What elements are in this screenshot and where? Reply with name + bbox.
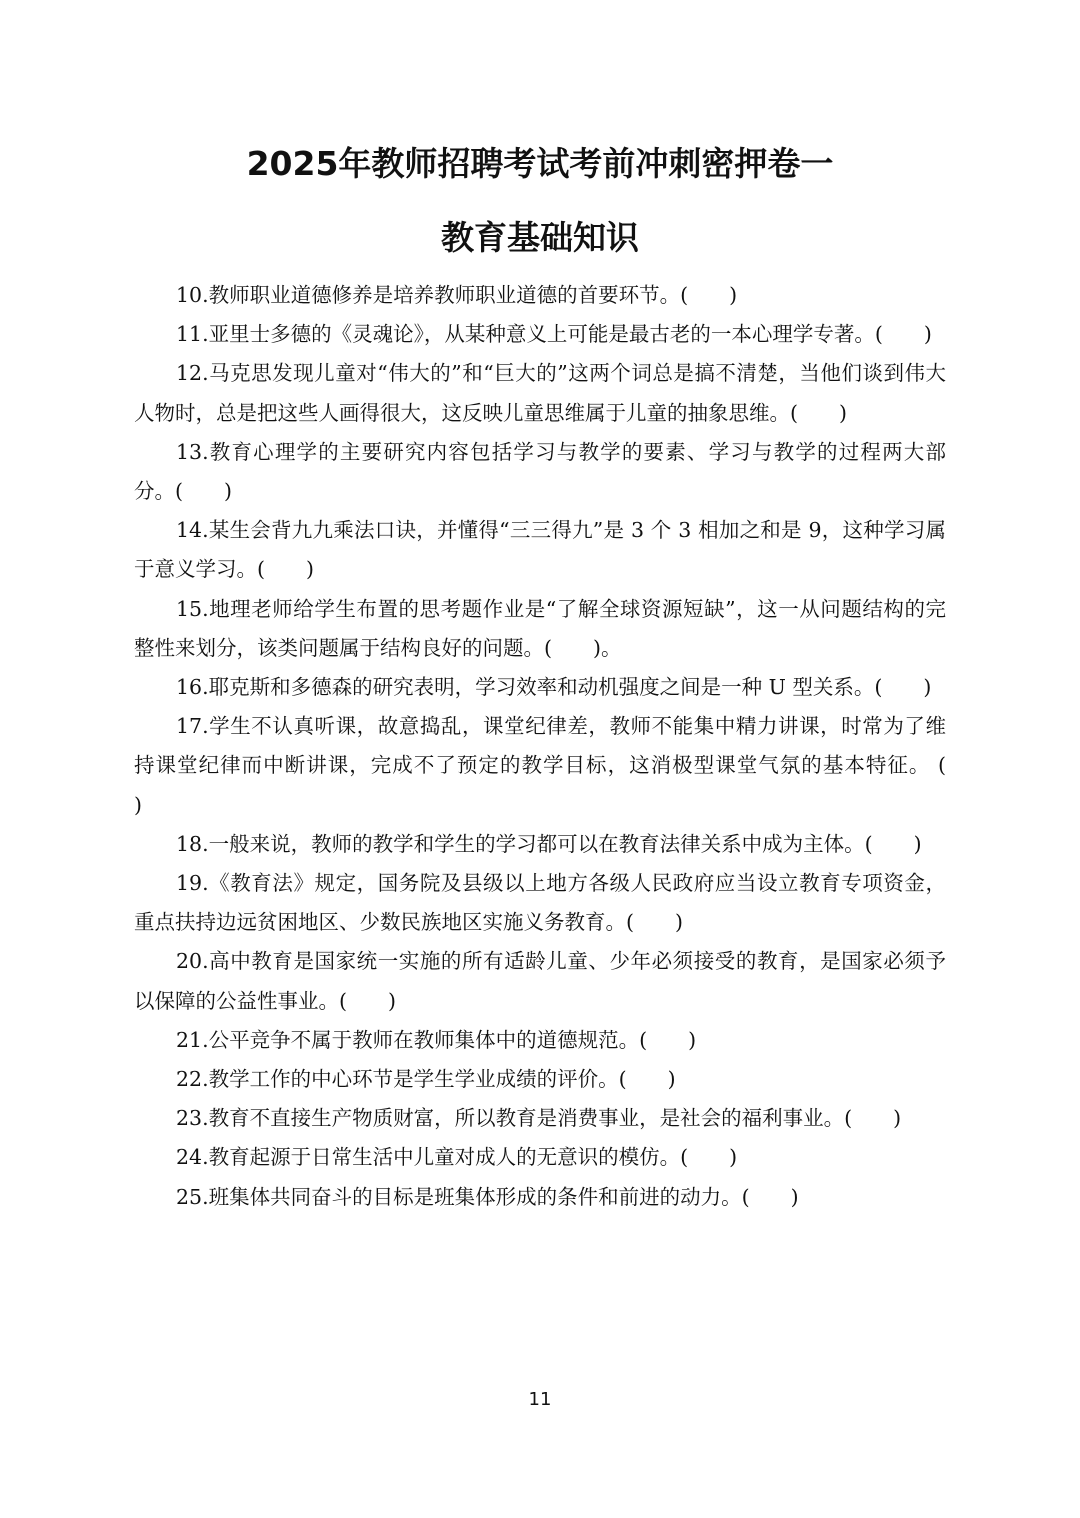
question-item: 24.教育起源于日常生活中儿童对成人的无意识的模仿。( ) (176, 1145, 738, 1170)
question-item: 20.高中教育是国家统一实施的所有适龄儿童、少年必须接受的教育，是国家必须予以保障的公益性事业。( ) (134, 949, 946, 1013)
question-list (134, 276, 987, 1217)
question-item: 14.某生会背九九乘法口诀，并懂得“三三得九”是 3 个 3 相加之和是 9，这种学习属于意义学习。( ) (134, 518, 946, 582)
question-item: 13.教育心理学的主要研究内容包括学习与教学的要素、学习与教学的过程两大部分。( ) (134, 439, 946, 504)
question-item: 10.教师职业道德修养是培养教师职业道德的首要环节。( ) (176, 283, 738, 307)
question-item: 15.地理老师给学生布置的思考题作业是“了解全球资源短缺”，这一从问题结构的完整性来划分，该类问题属于结构良好的问题。( )。 (134, 596, 946, 660)
question-item: 21.公平竞争不属于教师在教师集体中的道德规范。( ) (176, 1027, 697, 1052)
question-item: 25.班集体共同奋斗的目标是班集体形成的条件和前进的动力。( ) (176, 1184, 799, 1209)
page-subtitle: 教育基础知识 (441, 218, 639, 257)
question-item: 17.学生不认真听课，故意捣乱，课堂纪律差，教师不能集中精力讲课，时常为了维持课堂纪律而中断讲课，完成不了预定的教学目标，这消极型课堂气氛的基本特征。 ( ) (134, 714, 987, 817)
page-number: 11 (528, 1389, 552, 1410)
question-item: 18.一般来说，教师的教学和学生的学习都可以在教育法律关系中成为主体。( ) (176, 831, 922, 856)
page-title: 2025年教师招聘考试考前冲刺密押卷一 (246, 144, 834, 183)
question-item: 19.《教育法》规定，国务院及县级以上地方各级人民政府应当设立教育专项资金，重点扶持边远贫困地区、少数民族地区实施义务教育。( ) (134, 871, 946, 935)
question-item: 22.教学工作的中心环节是学生学业成绩的评价。( ) (176, 1067, 676, 1092)
question-item: 16.耶克斯和多德森的研究表明，学习效率和动机强度之间是一种 U 型关系。( ) (176, 675, 932, 700)
question-item: 23.教育不直接生产物质财富，所以教育是消费事业，是社会的福利事业。( ) (176, 1106, 902, 1131)
question-item: 11.亚里士多德的《灵魂论》，从某种意义上可能是最古老的一本心理学专著。( ) (176, 322, 932, 347)
question-item: 12.马克思发现儿童对“伟大的”和“巨大的”这两个词总是搞不清楚，当他们谈到伟大人物时，总是把这些人画得很大，这反映儿童思维属于儿童的抽象思维。( ) (134, 361, 946, 425)
